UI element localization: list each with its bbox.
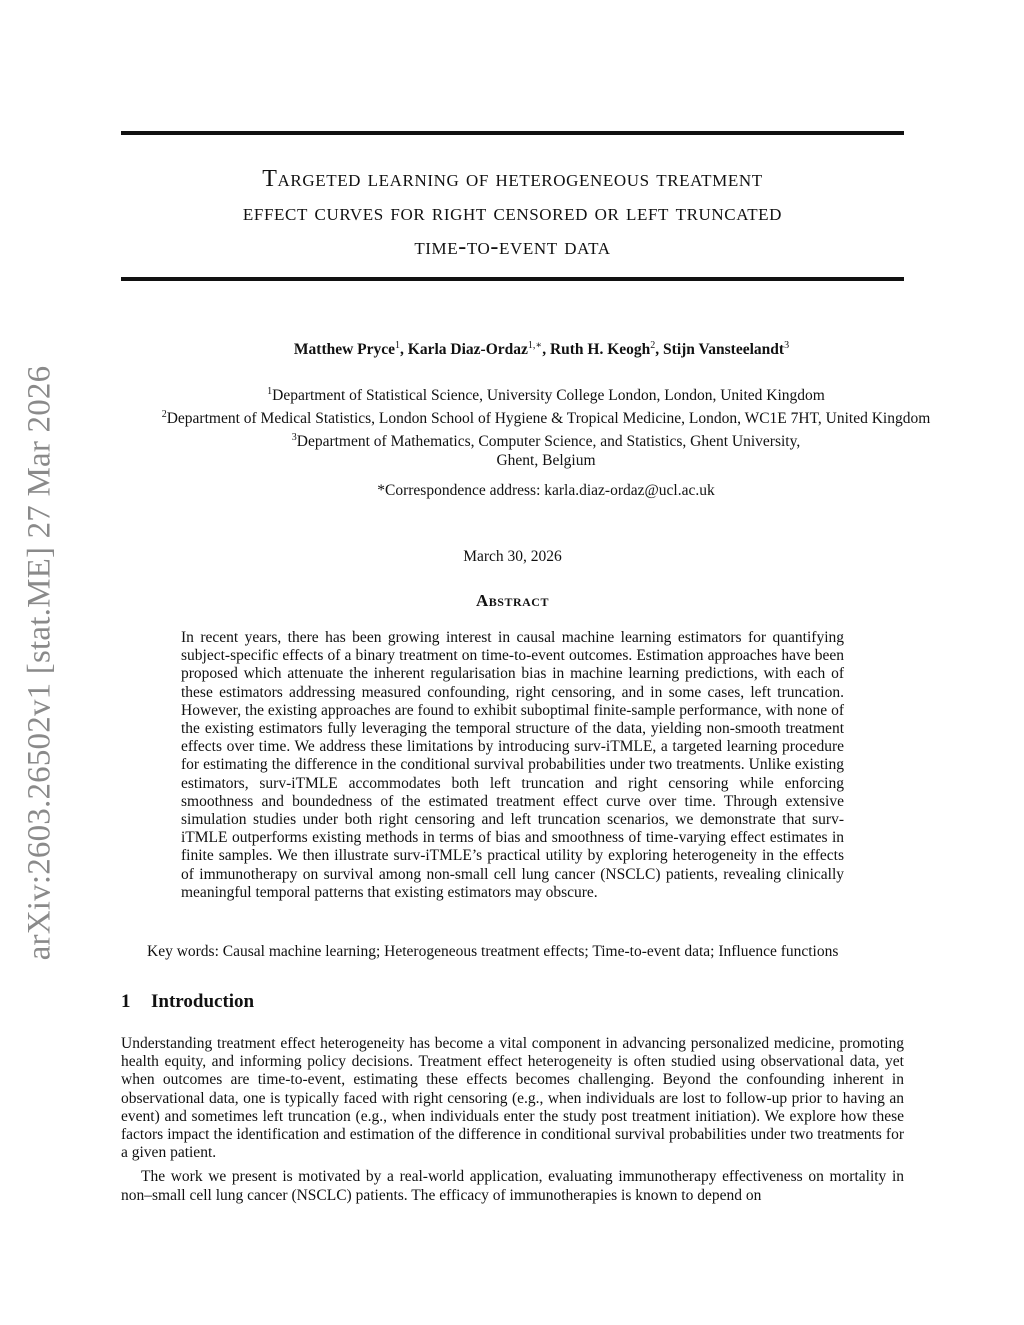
- affiliation-text: Department of Statistical Science, University College London, London, United Kingdom: [272, 387, 825, 405]
- affiliation-line: [121, 428, 971, 451]
- author-list: Matthew Pryce$^1$, Karla Diaz-Ordaz$^{1,∗}$, Ruth H. Keogh$^2$, Stijn Vansteelandt$^3$: [293, 340, 790, 359]
- abstract-text: In recent years, there has been growing interest in causal machine learning estimators for quantifying subject-specific effects of a binary treatment on time-to-event outcomes. Estimation approaches have been proposed which attenuate the inherent regularisation bias in machine learning predictions, with each of these estimators addressing measured confounding, right censoring, and in some cases, left truncation. However, the existing approaches are found to exhibit suboptimal finite-sample performance, with none of the existing estimators fully leveraging the temporal structure of the data, yielding non-smooth treatment effects over time. We address these limitations by introducing surv-iTMLE, a targeted learning procedure for estimating the difference in the conditional survival probabilities under two treatments. Unlike existing estimators, surv-iTMLE accommodates both left truncation and right censoring while enforcing smoothness and boundedness of the estimated treatment effect curve over time. Through extensive simulation studies under both right censoring and left truncation scenarios, we demonstrate that surv-iTMLE outperforms existing methods in terms of bias and smoothness of time-varying effect estimates in finite samples. We then illustrate surv-iTMLE’s practical utility by exploring heterogeneity in the effects of immunotherapy on survival among non-small cell lung cancer (NSCLC) patients, revealing clinically meaningful temporal patterns that existing estimators may obscure.: [181, 629, 844, 901]
- affiliation-mark: 2: [161, 409, 167, 421]
- author-affiliation-mark: 1,∗: [527, 340, 543, 351]
- author-affiliation-mark: 1: [395, 340, 401, 351]
- affiliation-mark: 3: [291, 432, 297, 444]
- arxiv-identifier-text: arXiv:2603.26502v1 [stat.ME] 27 Mar 2026: [21, 365, 58, 960]
- introduction-body: [121, 1035, 904, 1211]
- title-line: Targeted learning of heterogeneous treatment: [262, 166, 763, 192]
- author-name: Stijn Vansteelandt: [663, 341, 785, 359]
- title-rule-bottom: [121, 277, 904, 281]
- section-number: 1: [121, 991, 131, 1012]
- paper-date: March 30, 2026: [463, 548, 562, 565]
- abstract-heading: Abstract: [476, 591, 549, 610]
- author-affiliation-mark: 2: [650, 340, 656, 351]
- correspondence-address: *Correspondence address: karla.diaz-ordaz@ucl.ac.uk: [377, 482, 715, 499]
- affiliation-text: Department of Medical Statistics, London School of Hygiene & Tropical Medicine, London, WC1E 7HT, United Kingdom: [166, 410, 931, 428]
- title-line: time-to-event data: [414, 234, 611, 260]
- affiliation-text: Ghent, Belgium: [496, 452, 596, 470]
- affiliation-line: [121, 382, 971, 405]
- section-heading: [121, 991, 254, 1013]
- affiliation-mark: 1: [267, 386, 273, 397]
- title-rule-top: [121, 131, 904, 135]
- affiliation-text: Department of Mathematics, Computer Science, and Statistics, Ghent University,: [296, 433, 801, 451]
- keywords: Key words: Causal machine learning; Heterogeneous treatment effects; Time-to-event data; Influence functions: [147, 943, 839, 960]
- paragraph: The work we present is motivated by a real-world application, evaluating immunotherapy effectiveness on mortality in non–small cell lung cancer (NSCLC) patients. The efficacy of immunotherapies is known to depend on: [121, 1168, 904, 1204]
- paragraph: Understanding treatment effect heterogeneity has become a vital component in advancing personalized medicine, promoting health equity, and informing policy decisions. Treatment effect heterogeneity is often studied using observational data, yet when outcomes are time-to-event, estimating these effects becomes challenging. Beyond the confounding inherent in observational data, one is typically faced with right censoring (e.g., when individuals are lost to follow-up prior to having an event) and sometimes left truncation (e.g., when individuals enter the study post treatment initiation). We explore how these factors impact the identification and estimation of the difference in conditional survival probabilities under two treatments for a given patient.: [121, 1035, 904, 1162]
- paper-title: [121, 162, 904, 264]
- affiliation-line: [121, 451, 971, 470]
- section-title: Introduction: [151, 991, 255, 1012]
- author-name: Matthew Pryce: [293, 341, 396, 359]
- affiliation-list: [121, 382, 971, 470]
- arxiv-identifier-stamp: [0, 355, 80, 970]
- title-line: effect curves for right censored or left truncated: [242, 200, 783, 226]
- author-name: Karla Diaz-Ordaz: [407, 341, 528, 359]
- affiliation-line: [121, 405, 971, 428]
- author-name: Ruth H. Keogh: [549, 341, 651, 359]
- author-affiliation-mark: 3: [784, 340, 790, 351]
